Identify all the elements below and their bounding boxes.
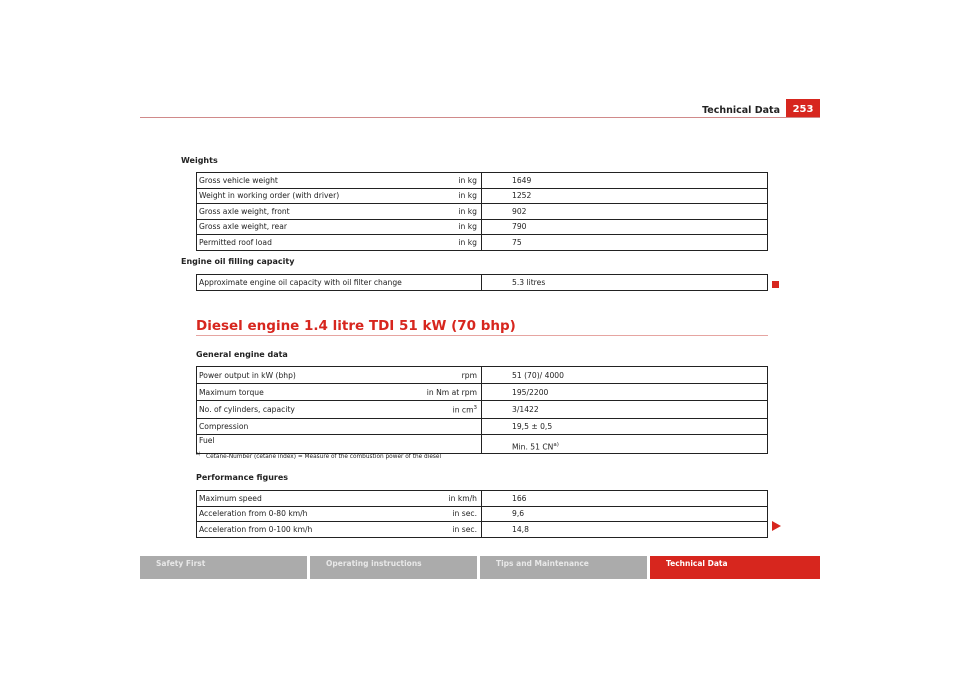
row-name: Approximate engine oil capacity with oil filter change bbox=[199, 277, 402, 287]
row-unit: in cm bbox=[452, 405, 474, 415]
row-value: 195/2200 bbox=[482, 384, 768, 401]
row-name: Power output in kW (bhp) bbox=[199, 370, 296, 380]
row-name: No. of cylinders, capacity bbox=[199, 404, 295, 414]
row-value: 3/1422 bbox=[482, 401, 768, 419]
table-row bbox=[197, 491, 768, 507]
row-value: 1649 bbox=[482, 173, 768, 189]
footnote-marker: a) bbox=[196, 452, 201, 457]
row-name: Gross axle weight, rear bbox=[199, 222, 287, 232]
table-row bbox=[197, 188, 768, 204]
row-unit: in km/h bbox=[448, 493, 477, 503]
general-table bbox=[196, 366, 768, 454]
row-name: Fuel bbox=[199, 435, 215, 445]
row-unit: in kg bbox=[458, 191, 477, 201]
table-row bbox=[197, 275, 768, 291]
row-unit: in kg bbox=[458, 206, 477, 216]
row-name: Compression bbox=[199, 421, 249, 431]
weights-heading: Weights bbox=[181, 156, 218, 165]
row-value: 902 bbox=[482, 204, 768, 220]
weights-table bbox=[196, 172, 768, 251]
row-name: Permitted roof load bbox=[199, 237, 272, 247]
section-end-marker bbox=[772, 281, 779, 288]
general-heading: General engine data bbox=[196, 350, 288, 359]
row-name: Acceleration from 0-100 km/h bbox=[199, 524, 313, 534]
page-number-badge: 253 bbox=[786, 99, 820, 118]
row-value: 166 bbox=[482, 491, 768, 507]
nav-tab-technical-data[interactable]: Technical Data bbox=[650, 556, 820, 579]
row-value: 14,8 bbox=[482, 522, 768, 538]
row-value: Min. 51 CN bbox=[512, 442, 554, 452]
table-row bbox=[197, 434, 768, 453]
footnote-ref: a) bbox=[553, 441, 559, 448]
row-value: 790 bbox=[482, 219, 768, 235]
row-unit: in kg bbox=[458, 175, 477, 185]
table-row bbox=[197, 419, 768, 435]
row-unit: in Nm at rpm bbox=[426, 387, 477, 397]
row-name: Acceleration from 0-80 km/h bbox=[199, 509, 308, 519]
table-row bbox=[197, 522, 768, 538]
continue-arrow-icon[interactable] bbox=[772, 521, 781, 531]
table-row bbox=[197, 173, 768, 189]
row-unit: in sec. bbox=[452, 509, 477, 519]
section-rule bbox=[196, 335, 768, 336]
page-header-title: Technical Data bbox=[702, 105, 780, 116]
row-unit: in sec. bbox=[452, 524, 477, 534]
nav-tab-operating-instructions[interactable]: Operating instructions bbox=[310, 556, 477, 579]
section-title: Diesel engine 1.4 litre TDI 51 kW (70 bhp) bbox=[196, 318, 516, 334]
row-name: Gross vehicle weight bbox=[199, 175, 278, 185]
row-unit: in kg bbox=[458, 222, 477, 232]
row-value: 75 bbox=[482, 235, 768, 251]
row-value: 5.3 litres bbox=[482, 275, 768, 291]
header-rule bbox=[140, 117, 820, 118]
row-value: 51 (70)/ 4000 bbox=[482, 367, 768, 384]
table-row bbox=[197, 384, 768, 401]
row-value: 1252 bbox=[482, 188, 768, 204]
row-name: Maximum speed bbox=[199, 493, 262, 503]
table-row bbox=[197, 401, 768, 419]
performance-heading: Performance figures bbox=[196, 473, 289, 482]
nav-tab-tips-maintenance[interactable]: Tips and Maintenance bbox=[480, 556, 647, 579]
row-unit: rpm bbox=[461, 370, 477, 380]
table-row bbox=[197, 367, 768, 384]
row-unit: in kg bbox=[458, 237, 477, 247]
row-value: 19,5 ± 0,5 bbox=[482, 419, 768, 435]
row-name: Maximum torque bbox=[199, 387, 264, 397]
nav-tab-safety-first[interactable]: Safety First bbox=[140, 556, 307, 579]
table-row bbox=[197, 235, 768, 251]
performance-table bbox=[196, 490, 768, 538]
oil-heading: Engine oil filling capacity bbox=[181, 257, 295, 266]
row-value: 9,6 bbox=[482, 506, 768, 522]
table-row bbox=[197, 219, 768, 235]
oil-table bbox=[196, 274, 768, 291]
table-row bbox=[197, 506, 768, 522]
footnote-text: Cetane-Number (cetane index) = Measure of the combustion power of the diesel bbox=[206, 453, 442, 460]
table-row bbox=[197, 204, 768, 220]
row-name: Weight in working order (with driver) bbox=[199, 191, 340, 201]
footnote bbox=[196, 452, 441, 460]
row-name: Gross axle weight, front bbox=[199, 206, 290, 216]
unit-superscript: 3 bbox=[473, 404, 477, 411]
